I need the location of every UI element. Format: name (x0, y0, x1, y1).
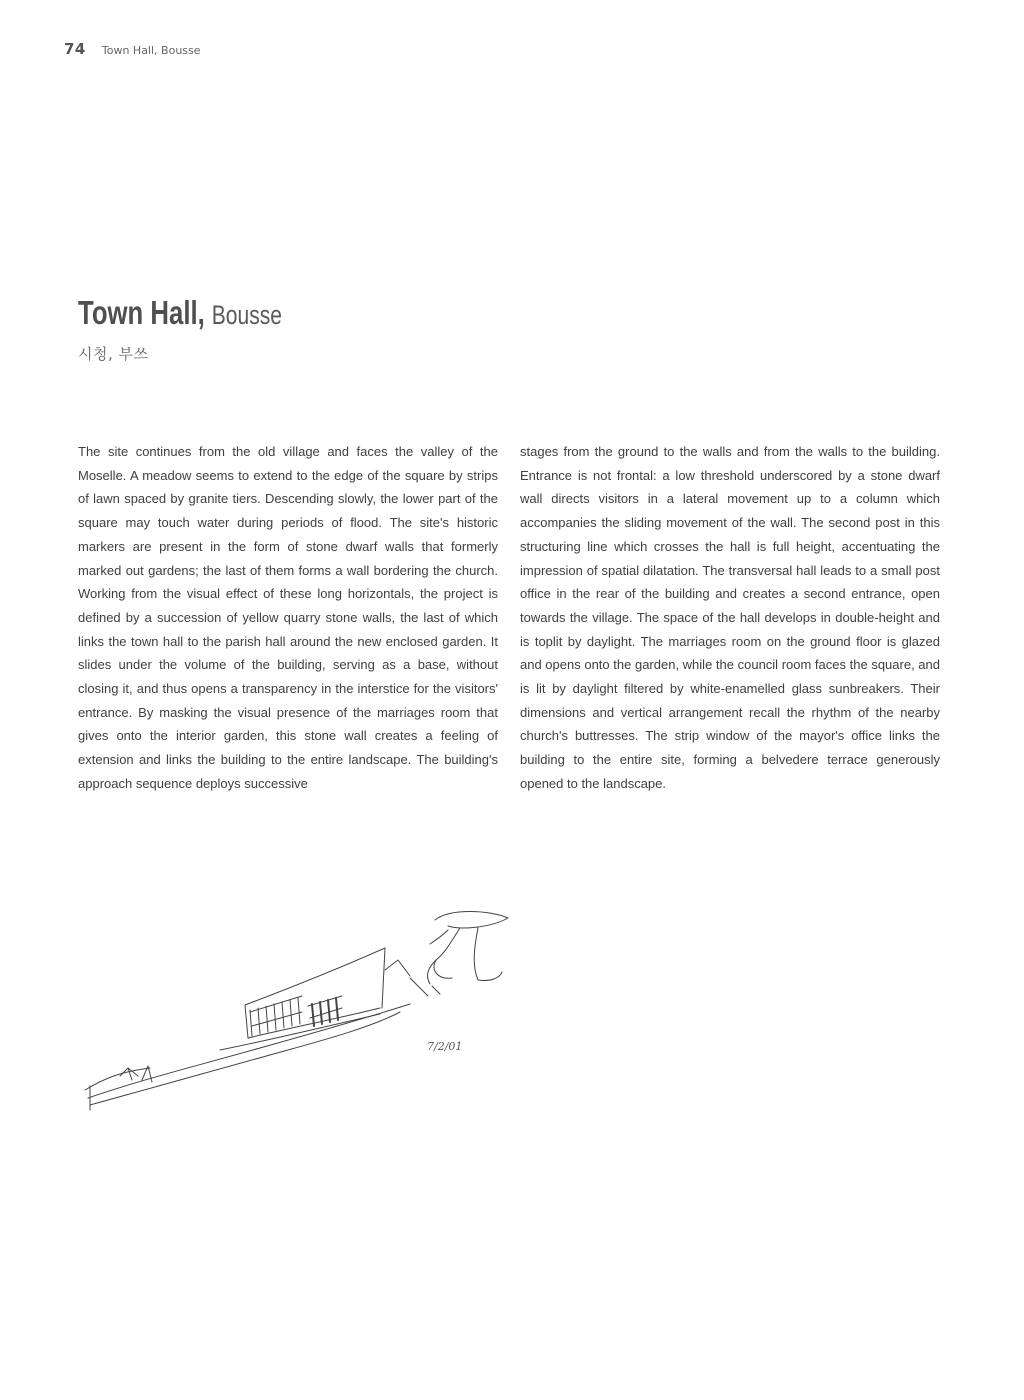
body-text-left-column: The site continues from the old village and faces the valley of the Moselle. A meadow seems to extend to the edge of the square by strips of lawn spaced by granite tiers. Descending slowly, the lower part of the square may touch water during periods of flood. The site's historic markers are present in the form of stone dwarf walls that formerly marked out gardens; the last of them forms a wall bordering the church. Working from the visual effect of these long horizontals, the project is defined by a succession of yellow quarry stone walls, the last of which links the town hall to the parish hall around the new enclosed garden. It slides under the volume of the building, serving as a base, without closing it, and thus opens a transparency in the interstice for the visitors' entrance. By masking the visual presence of the marriages room that gives onto the interior garden, this stone wall creates a feeling of extension and links the building to the entire landscape. The building's approach sequence deploys successive (78, 444, 498, 791)
page-number: 74 (64, 40, 86, 58)
sketch-date-note: 7/2/01 (427, 1040, 463, 1053)
sketch-drawing (80, 900, 520, 1120)
body-text-right-column: stages from the ground to the walls and from the walls to the building. Entrance is not frontal: a low threshold underscored by a stone dwarf wall directs visitors in a lateral movement up to a column which accompanies the sliding movement of the wall. The second post in this structuring line which crosses the hall is full height, accentuating the impression of spatial dilatation. The transversal hall leads to a small post office in the rear of the building and creates a second entrance, open towards the village. The space of the hall develops in double-height and is toplit by daylight. The marriages room on the ground floor is glazed and opens onto the garden, while the council room faces the square, and is lit by daylight filtered by white-enamelled glass sunbreakers. Their dimensions and vertical arrangement recall the rhythm of the nearby church's buttresses. The strip window of the mayor's office links the building to the entire site, forming a belvedere terrace generously opened to the landscape. (520, 444, 940, 791)
title-light: Bousse (211, 300, 282, 330)
page-header (64, 40, 201, 58)
title-bold: Town Hall, (78, 294, 205, 331)
page-title (78, 296, 282, 329)
title-block (78, 296, 340, 364)
running-title: Town Hall, Bousse (101, 44, 201, 57)
korean-subtitle: 시청, 부쓰 (78, 345, 149, 363)
architectural-sketch (80, 900, 520, 1120)
